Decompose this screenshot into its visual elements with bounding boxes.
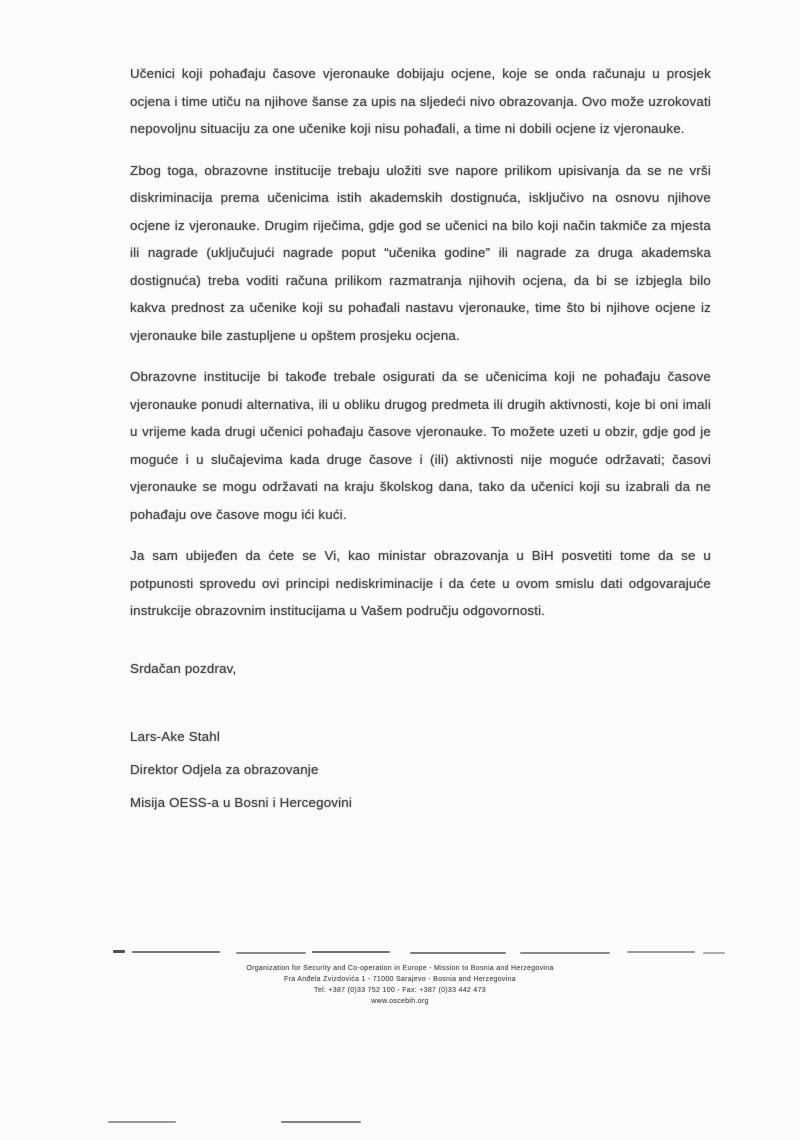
paragraph-non-discrimination: Zbog toga, obrazovne institucije trebaju uložiti sve napore prilikom upisivanja da se ne vrši diskriminacija prema učenicima istih akademskih dostignuća, isključivo na osnovu njihove ocjene iz vjeronauke. Drugim riječima, gdje god se učenici na bilo koji način takmiče za mjesta ili nagrade (uključujući nagrade poput “učenika godine” ili nagrade za druga akademska dostignuća) treba voditi računa prilikom razmatranja njihovih ocjena, da bi se izbjegla bilo kakva prednost za učenike koji su pohađali nastavu vjeronauke, time što bi njihove ocjene iz vjeronauke bile zastupljene u opštem prosjeku ocjena.	[130, 162, 711, 343]
divider-segment	[236, 952, 306, 954]
divider-segment	[627, 951, 695, 953]
scan-artifact-dash	[108, 1121, 176, 1123]
signatory-name: Lars-Ake Stahl	[130, 729, 221, 744]
paragraph-grades-average: Učenici koji pohađaju časove vjeronauke dobijaju ocjene, koje se onda računaju u prosjek ocjena i time utiču na njihove šanse za upis na sljedeći nivo obrazovanja. Ovo može uzrokovati nepovoljnu situaciju za one učenike koji nisu pohađali, a time ni dobili ocjene iz vjeronauke.	[130, 66, 711, 136]
letterhead-footer	[0, 963, 800, 1007]
divider-segment	[520, 952, 610, 954]
footer-organization-line: Organization for Security and Co-operation in Europe - Mission to Bosnia and Herzegovina	[246, 965, 554, 972]
scan-artifact-dash	[281, 1121, 361, 1123]
closing-salutation: Srdačan pozdrav,	[130, 660, 237, 676]
footer-website: www.oscebih.org	[371, 998, 429, 1005]
signatory-title: Direktor Odjela za obrazovanje	[130, 762, 319, 777]
footer-address-line: Fra Anđela Zvizdovića 1 - 71000 Sarajevo - Bosnia and Herzegovina	[284, 976, 516, 983]
paragraph-appeal-to-minister: Ja sam ubijeđen da ćete se Vi, kao ministar obrazovanja u BiH posvetiti tome da se u potpunosti sprovedu ovi principi nediskriminacije i da ćete u ovom smislu dati odgovarajuće instrukcije obrazovnim institucijama u Vašem području odgovornosti.	[130, 548, 711, 618]
divider-segment	[132, 951, 220, 953]
divider-segment	[312, 951, 390, 953]
paragraph-alternative-activities: Obrazovne institucije bi takođe trebale osigurati da se učenicima koji ne pohađaju časove vjeronauke ponudi alternativa, ili u obliku drugog predmeta ili drugih aktivnosti, koje bi oni imali u vrijeme kada drugi učenici pohađaju časove vjeronauke. To možete uzeti u obzir, gdje god je moguće i u slučajevima kada druge časove i (ili) aktivnosti nije moguće održavati; časovi vjeronauke se mogu održavati na kraju školskog dana, tako da učenici koji su izabrali da ne pohađaju ove časove mogu ići kući.	[130, 369, 711, 522]
divider-segment	[703, 952, 725, 954]
divider-segment	[113, 950, 125, 953]
footer-phone-fax-line: Tel: +387 (0)33 752 100 - Fax: +387 (0)33 442 473	[314, 987, 486, 994]
letter-body	[130, 60, 711, 819]
signature-block	[130, 720, 711, 819]
signatory-organization: Misija OESS-a u Bosni i Hercegovini	[130, 795, 353, 810]
divider-segment	[410, 952, 506, 954]
